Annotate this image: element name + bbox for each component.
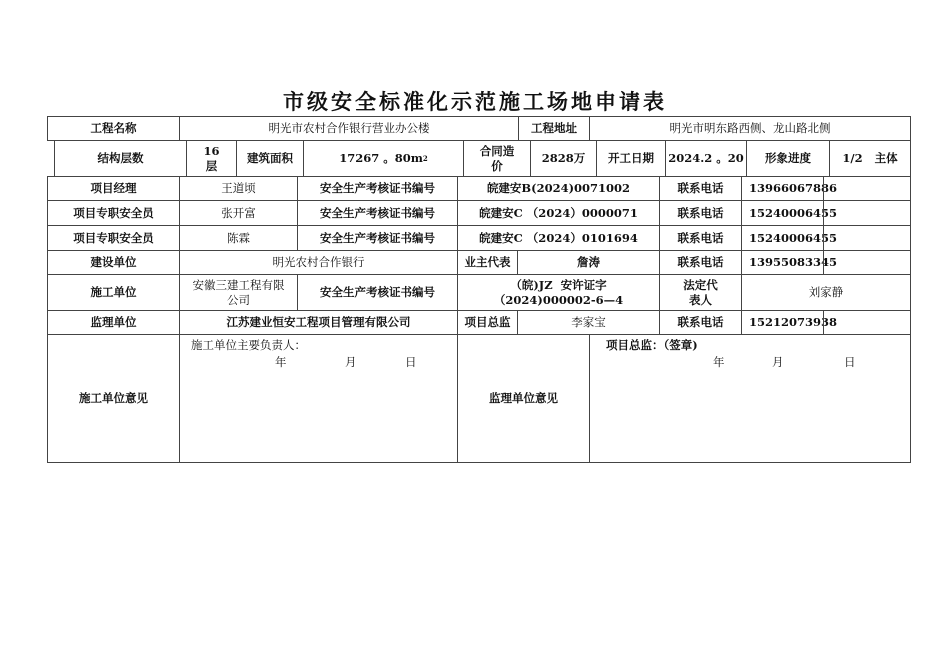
- owner-rep-label: 业主代表: [457, 250, 518, 275]
- cert-label: 安全生产考核证书编号: [297, 274, 458, 311]
- phone-label: 联系电话: [659, 225, 742, 251]
- owner-rep-value: 詹涛: [517, 250, 660, 275]
- project-manager-label: 项目经理: [47, 176, 180, 201]
- floors-value: 16层: [186, 140, 237, 177]
- area-value: [303, 140, 464, 177]
- area-number: 17267 。80m: [339, 151, 423, 165]
- contractor-label: 施工单位: [47, 274, 180, 311]
- cert-value: 皖建安B(2024)0071002: [457, 176, 660, 201]
- construction-signer: 施工单位主要负责人：: [191, 338, 306, 352]
- phone-label: 联系电话: [659, 200, 742, 226]
- supervisor-unit-label: 监理单位: [47, 310, 180, 335]
- contractor-license: （皖)JZ 安许证字（2024)000002-6—4: [457, 274, 660, 311]
- cert-value: 皖建安C （2024）0000071: [457, 200, 660, 226]
- cert-label: 安全生产考核证书编号: [297, 200, 458, 226]
- start-date-label: 开工日期: [596, 140, 666, 177]
- legal-rep-label: 法定代表人: [659, 274, 742, 311]
- empty-cell: [823, 250, 911, 275]
- address-label: 工程地址: [518, 116, 590, 141]
- contract-value: 2828万: [530, 140, 597, 177]
- construction-year: 年: [275, 355, 287, 369]
- phone-label: 联系电话: [659, 176, 742, 201]
- supervision-month: 月: [772, 355, 784, 369]
- supervision-day: 日: [844, 355, 856, 369]
- project-name-label: 工程名称: [47, 116, 180, 141]
- contract-label: 合同造价: [463, 140, 531, 177]
- contractor-value: 安徽三建工程有限公司: [179, 274, 298, 311]
- safety-officer-label: 项目专职安全员: [47, 225, 180, 251]
- phone-value: 15240006455: [741, 225, 824, 251]
- phone-label: 联系电话: [659, 310, 742, 335]
- construction-day: 日: [405, 355, 417, 369]
- safety-officer-name: 张开富: [179, 200, 298, 226]
- area-label: 建筑面积: [236, 140, 304, 177]
- safety-officer-name: 陈霖: [179, 225, 298, 251]
- supervision-signer: 项目总监：（签章): [606, 338, 698, 352]
- empty-cell: [823, 176, 911, 201]
- cert-value: 皖建安C （2024）0101694: [457, 225, 660, 251]
- phone-label: 联系电话: [659, 250, 742, 275]
- supervision-opinion-box: [589, 334, 911, 463]
- legal-rep-value: 刘家静: [741, 274, 911, 311]
- phone-value: 15212073938: [741, 310, 824, 335]
- start-date-value: 2024.2 。20: [665, 140, 747, 177]
- supervision-year: 年: [713, 355, 725, 369]
- phone-value: 13955083345: [741, 250, 824, 275]
- safety-officer-label: 项目专职安全员: [47, 200, 180, 226]
- progress-value: 1/2 主体: [829, 140, 911, 177]
- page-title: 市级安全标准化示范施工场地申请表: [283, 89, 667, 114]
- owner-unit-label: 建设单位: [47, 250, 180, 275]
- cert-label: 安全生产考核证书编号: [297, 176, 458, 201]
- chief-supervisor-value: 李家宝: [517, 310, 660, 335]
- owner-unit-value: 明光农村合作银行: [179, 250, 458, 275]
- empty-cell: [823, 310, 911, 335]
- phone-value: 13966067886: [741, 176, 824, 201]
- empty-cell: [823, 200, 911, 226]
- progress-label: 形象进度: [746, 140, 830, 177]
- empty-cell: [823, 225, 911, 251]
- supervisor-unit-value: 江苏建业恒安工程项目管理有限公司: [179, 310, 458, 335]
- construction-opinion-label: 施工单位意见: [47, 334, 180, 463]
- project-manager-name: 王道顷: [179, 176, 298, 201]
- phone-value: 15240006455: [741, 200, 824, 226]
- construction-month: 月: [345, 355, 357, 369]
- supervision-opinion-label: 监理单位意见: [457, 334, 590, 463]
- area-unit-exponent: 2: [422, 154, 428, 163]
- structure-label: 结构层数: [54, 140, 187, 177]
- project-name-value: 明光市农村合作银行营业办公楼: [179, 116, 519, 141]
- cert-label: 安全生产考核证书编号: [297, 225, 458, 251]
- chief-supervisor-label: 项目总监: [457, 310, 518, 335]
- address-value: 明光市明东路西侧、龙山路北侧: [589, 116, 911, 141]
